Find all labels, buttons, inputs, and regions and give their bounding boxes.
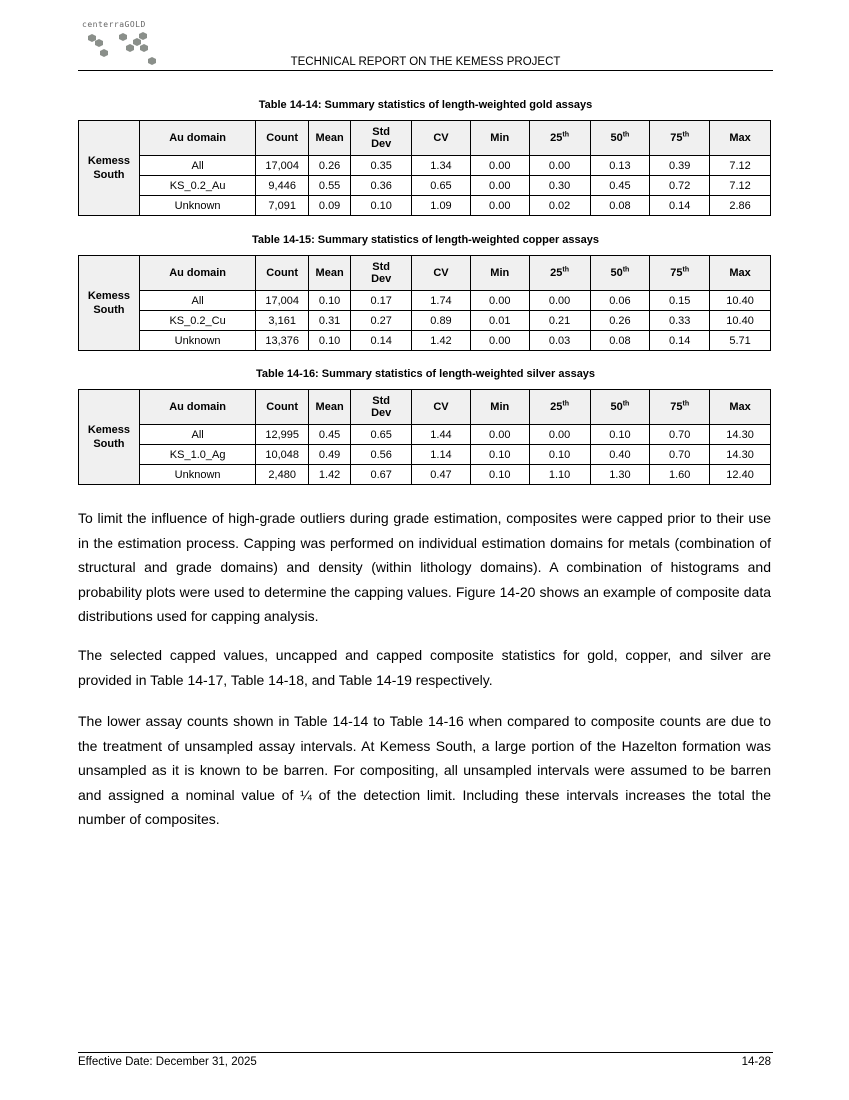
table-cell: Unknown — [139, 196, 256, 216]
col-std-line1: Std — [372, 126, 391, 138]
table-cell: 5.71 — [710, 331, 771, 351]
table-cell: 1.74 — [412, 291, 471, 311]
table-cell: 0.31 — [308, 311, 350, 331]
col-domain — [139, 390, 256, 425]
col-p75-label: 75 — [670, 267, 683, 279]
col-cv-label: CV — [433, 267, 449, 279]
table-cell: 0.26 — [590, 311, 650, 331]
col-min — [470, 256, 529, 291]
col-max-label: Max — [729, 267, 751, 279]
col-count — [256, 121, 309, 156]
table-cell: 17,004 — [256, 291, 309, 311]
table-cell: 1.42 — [412, 331, 471, 351]
table-cell: 0.00 — [529, 156, 590, 176]
page-header — [78, 18, 773, 71]
region-label: Kemess South — [79, 121, 140, 216]
table-cell: 0.72 — [650, 176, 710, 196]
report-title: TECHNICAL REPORT ON THE KEMESS PROJECT — [290, 56, 561, 68]
table-cell: 14.30 — [710, 445, 771, 465]
col-cv-label: CV — [433, 401, 449, 413]
col-p75-label: 75 — [670, 401, 683, 413]
col-max — [710, 390, 771, 425]
table-row — [79, 291, 771, 311]
table-cell: 0.13 — [590, 156, 650, 176]
table-cell: 0.00 — [470, 425, 529, 445]
table-cell: 0.00 — [470, 291, 529, 311]
table-row — [79, 425, 771, 445]
table-cell: 0.45 — [590, 176, 650, 196]
col-p25-label: 25 — [550, 132, 563, 144]
table-cell: 0.26 — [308, 156, 350, 176]
table-cell: 1.14 — [412, 445, 471, 465]
table-cell: All — [139, 156, 256, 176]
col-p75-label: 75 — [670, 132, 683, 144]
col-cv — [412, 390, 471, 425]
table-cell: All — [139, 425, 256, 445]
table-cell: 0.10 — [590, 425, 650, 445]
col-p75 — [650, 256, 710, 291]
effective-date: Effective Date: December 31, 2025 — [78, 1056, 257, 1068]
col-p50-label: 50 — [610, 132, 623, 144]
silver-assay-table — [78, 389, 771, 485]
table-cell: 12,995 — [256, 425, 309, 445]
table-cell: 2.86 — [710, 196, 771, 216]
col-p75 — [650, 121, 710, 156]
col-min-label: Min — [490, 401, 510, 413]
gold-assay-table — [78, 120, 771, 216]
table-cell: 0.27 — [351, 311, 412, 331]
table-cell: 0.30 — [529, 176, 590, 196]
table-cell: 0.00 — [470, 176, 529, 196]
table-cell: 1.30 — [590, 465, 650, 485]
col-mean-label: Mean — [315, 132, 344, 144]
copper-assay-table — [78, 255, 771, 351]
table-cell: 1.42 — [308, 465, 350, 485]
col-domain — [139, 256, 256, 291]
table-cell: KS_0.2_Au — [139, 176, 256, 196]
table-row — [79, 465, 771, 485]
col-max-label: Max — [729, 132, 751, 144]
table-cell: KS_0.2_Cu — [139, 311, 256, 331]
col-cv — [412, 256, 471, 291]
col-p50-label: 50 — [610, 401, 623, 413]
col-count — [256, 256, 309, 291]
table-cell: 0.10 — [308, 291, 350, 311]
table-cell: 13,376 — [256, 331, 309, 351]
table-header-row — [79, 256, 771, 291]
table-cell: 0.47 — [412, 465, 471, 485]
body-paragraph: To limit the influence of high-grade outliers during grade estimation, composites were capped prior to their use in the estimation process. Capping was performed on individual estimation domains for metals (combination of structural and grade domains) and density (within lithology domains). A combination of histograms and probability plots were used to determine the capping values. Figure 14-20 shows an example of composite data distributions used for capping analysis. — [78, 510, 771, 624]
table-cell: 0.21 — [529, 311, 590, 331]
table-row — [79, 156, 771, 176]
table-cell: 1.34 — [412, 156, 471, 176]
page-footer — [78, 1052, 773, 1068]
col-count — [256, 390, 309, 425]
table-cell: 0.45 — [308, 425, 350, 445]
col-std-dev — [351, 256, 412, 291]
table-cell: 12.40 — [710, 465, 771, 485]
table-cell: 0.49 — [308, 445, 350, 465]
table-cell: 0.39 — [650, 156, 710, 176]
table-cell: 0.70 — [650, 425, 710, 445]
table-cell: 0.15 — [650, 291, 710, 311]
col-std-line1: Std — [372, 261, 391, 273]
ordinal-suffix: th — [622, 266, 630, 274]
table-cell: 2,480 — [256, 465, 309, 485]
ordinal-suffix: th — [682, 131, 690, 139]
table-cell: 1.60 — [650, 465, 710, 485]
table-cell: All — [139, 291, 256, 311]
col-std-line2: Dev — [371, 138, 392, 150]
col-p25-label: 25 — [550, 401, 563, 413]
col-count-label: Count — [266, 132, 299, 144]
table-row — [79, 445, 771, 465]
table-cell: 0.17 — [351, 291, 412, 311]
col-std-dev — [351, 121, 412, 156]
table-row — [79, 196, 771, 216]
col-max — [710, 256, 771, 291]
table-cell: 0.00 — [470, 196, 529, 216]
table-cell: 0.10 — [529, 445, 590, 465]
table-cell: 0.10 — [308, 331, 350, 351]
table-caption: Table 14-14: Summary statistics of length-weighted gold assays — [258, 99, 593, 111]
table-cell: 0.33 — [650, 311, 710, 331]
table-cell: 0.00 — [529, 425, 590, 445]
table-cell: 0.65 — [412, 176, 471, 196]
col-cv-label: CV — [433, 132, 449, 144]
table-caption: Table 14-16: Summary statistics of length-weighted silver assays — [255, 368, 596, 380]
ordinal-suffix: th — [622, 400, 630, 408]
table-cell: 0.14 — [650, 331, 710, 351]
ordinal-suffix: th — [682, 266, 690, 274]
col-max — [710, 121, 771, 156]
table-cell: 0.70 — [650, 445, 710, 465]
table-header-row — [79, 121, 771, 156]
col-p50-label: 50 — [610, 267, 623, 279]
ordinal-suffix: th — [622, 131, 630, 139]
table-cell: Unknown — [139, 465, 256, 485]
table-header-row — [79, 390, 771, 425]
table-cell: 17,004 — [256, 156, 309, 176]
table-cell: 0.01 — [470, 311, 529, 331]
col-std-line1: Std — [372, 395, 391, 407]
col-mean-label: Mean — [315, 267, 344, 279]
table-cell: 10.40 — [710, 291, 771, 311]
table-cell: 14.30 — [710, 425, 771, 445]
col-domain-label: Au domain — [169, 132, 227, 144]
col-mean-label: Mean — [315, 401, 344, 413]
col-mean — [308, 390, 350, 425]
table-cell: 7.12 — [710, 156, 771, 176]
table-cell: 0.40 — [590, 445, 650, 465]
table-cell: 0.36 — [351, 176, 412, 196]
col-std-line2: Dev — [371, 273, 392, 285]
col-min — [470, 390, 529, 425]
table-cell: 1.44 — [412, 425, 471, 445]
table-cell: 0.67 — [351, 465, 412, 485]
col-p25 — [529, 121, 590, 156]
table-cell: 3,161 — [256, 311, 309, 331]
ordinal-suffix: th — [562, 266, 569, 274]
table-cell: 0.55 — [308, 176, 350, 196]
col-max-label: Max — [729, 401, 751, 413]
col-domain-label: Au domain — [169, 401, 227, 413]
col-min-label: Min — [490, 132, 510, 144]
col-p50 — [590, 390, 650, 425]
table-cell: 0.08 — [590, 331, 650, 351]
ordinal-suffix: th — [682, 400, 690, 408]
table-cell: 7,091 — [256, 196, 309, 216]
body-paragraph: The selected capped values, uncapped and capped composite statistics for gold, copper, and silver are provided in Table 14-17, Table 14-18, and Table 14-19 respectively. — [78, 647, 771, 688]
col-min-label: Min — [490, 267, 510, 279]
body-paragraph: The lower assay counts shown in Table 14-14 to Table 14-16 when compared to composite counts are due to the treatment of unsampled assay intervals. At Kemess South, a large portion of the Hazelton formation was unsampled as it is known to be barren. For compositing, all unsampled intervals were assumed to be barren and assigned a nominal value of ¼ of the detection limit. Including these intervals increases the total the number of composites. — [78, 713, 771, 827]
table-cell: KS_1.0_Ag — [139, 445, 256, 465]
table-cell: 0.14 — [351, 331, 412, 351]
col-std-dev — [351, 390, 412, 425]
table-cell: 0.35 — [351, 156, 412, 176]
table-cell: 0.10 — [470, 445, 529, 465]
table-row — [79, 311, 771, 331]
table-cell: 0.10 — [351, 196, 412, 216]
table-cell: 0.02 — [529, 196, 590, 216]
col-std-line2: Dev — [371, 407, 392, 419]
table-cell: 0.00 — [470, 331, 529, 351]
table-cell: 0.10 — [470, 465, 529, 485]
col-min — [470, 121, 529, 156]
col-mean — [308, 121, 350, 156]
col-p25 — [529, 256, 590, 291]
region-label: Kemess South — [79, 390, 140, 485]
table-cell: 0.00 — [529, 291, 590, 311]
table-cell: 0.06 — [590, 291, 650, 311]
table-cell: 9,446 — [256, 176, 309, 196]
col-p50 — [590, 121, 650, 156]
table-row — [79, 331, 771, 351]
col-mean — [308, 256, 350, 291]
col-count-label: Count — [266, 401, 299, 413]
table-cell: Unknown — [139, 331, 256, 351]
col-domain — [139, 121, 256, 156]
table-cell: 0.09 — [308, 196, 350, 216]
col-p50 — [590, 256, 650, 291]
col-domain-label: Au domain — [169, 267, 227, 279]
ordinal-suffix: th — [562, 131, 569, 139]
ordinal-suffix: th — [562, 400, 569, 408]
region-label: Kemess South — [79, 256, 140, 351]
table-cell: 0.03 — [529, 331, 590, 351]
table-cell: 0.00 — [470, 156, 529, 176]
col-cv — [412, 121, 471, 156]
table-cell: 1.10 — [529, 465, 590, 485]
table-cell: 0.65 — [351, 425, 412, 445]
table-cell: 10,048 — [256, 445, 309, 465]
col-p75 — [650, 390, 710, 425]
table-cell: 10.40 — [710, 311, 771, 331]
table-row — [79, 176, 771, 196]
col-count-label: Count — [266, 267, 299, 279]
table-caption: Table 14-15: Summary statistics of length-weighted copper assays — [251, 234, 599, 246]
col-p25 — [529, 390, 590, 425]
table-cell: 7.12 — [710, 176, 771, 196]
page-number: 14-28 — [741, 1056, 771, 1068]
table-cell: 0.14 — [650, 196, 710, 216]
table-cell: 0.56 — [351, 445, 412, 465]
table-cell: 0.89 — [412, 311, 471, 331]
logo-wordmark: centerraGOLD — [82, 20, 146, 29]
table-cell: 0.08 — [590, 196, 650, 216]
table-cell: 1.09 — [412, 196, 471, 216]
col-p25-label: 25 — [550, 267, 563, 279]
